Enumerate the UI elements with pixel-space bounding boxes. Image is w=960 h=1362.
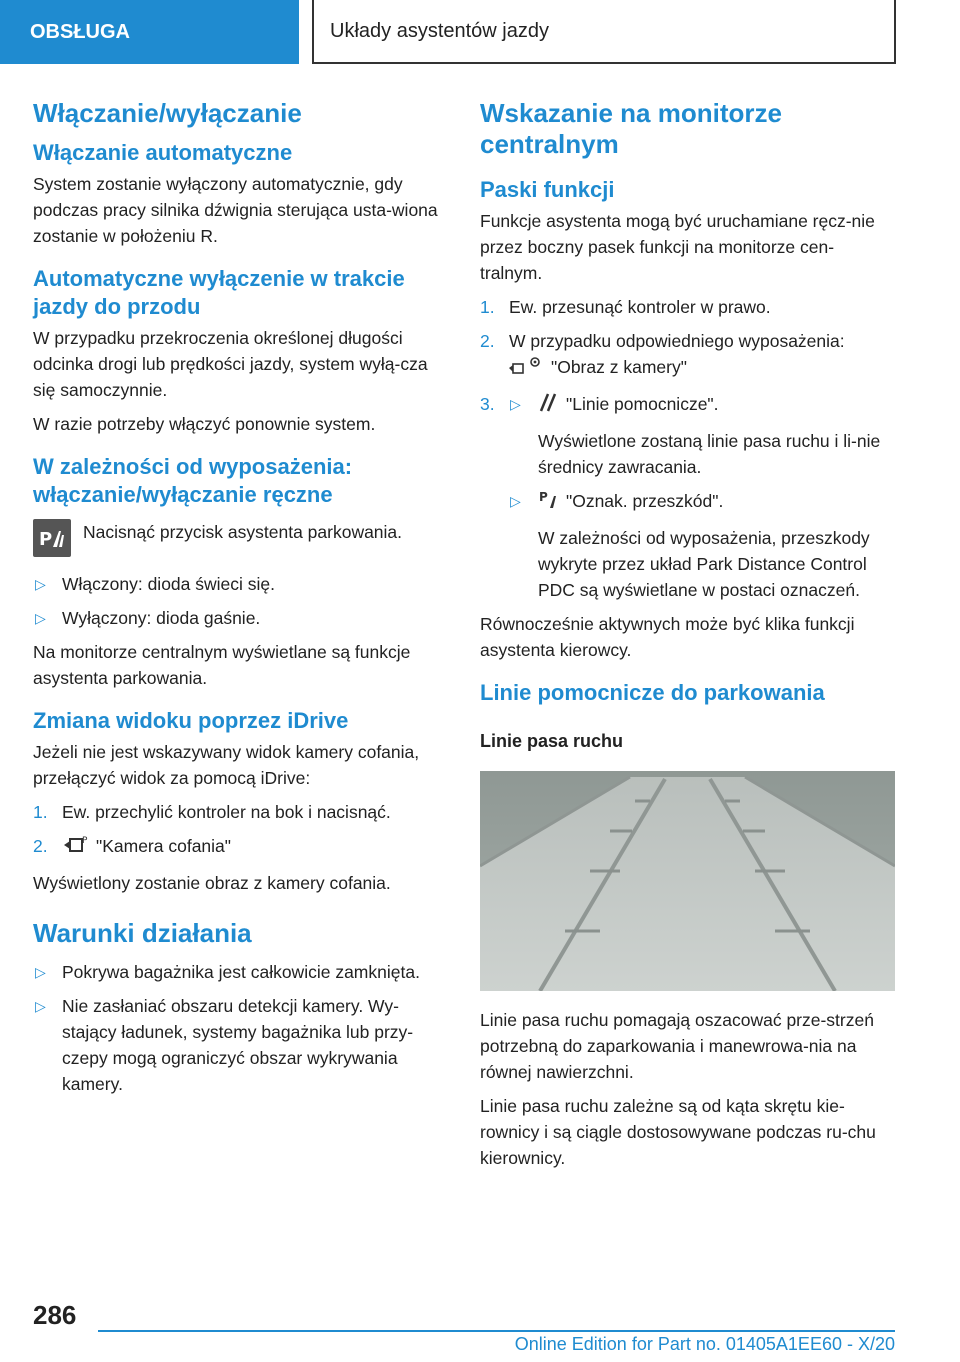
triangle-bullet-icon: ▷ [35, 998, 46, 1014]
text-auto-off-1: W przypadku przekroczenia określonej długości odcinka drogi lub prędkości jazdy, system wyłą-cza się samoczynnie. [33, 328, 428, 400]
heading-on-off: Włączanie/wyłączanie [33, 98, 302, 128]
section-tab: OBSŁUGA [0, 0, 299, 64]
heading-manual: W zależności od wyposażenia: włączanie/wyłączanie ręczne [33, 454, 353, 507]
condition-text: Nie zasłaniać obszaru detekcji kamery. Wy-stający ładunek, systemy bagażnika lub przy-czepy mogą ograniczyć obszar wykrywania kamery. [62, 996, 414, 1094]
triangle-bullet-icon: ▷ [35, 610, 46, 626]
page-header [0, 0, 960, 66]
list-item [480, 391, 895, 420]
step-text: W przypadku odpowiedniego wyposażenia: [509, 331, 845, 351]
step-number: 1. [480, 297, 495, 317]
triangle-bullet-icon: ▷ [35, 964, 46, 980]
condition-text: Pokrywa bagażnika jest całkowicie zamknięta. [62, 962, 420, 982]
triangle-bullet-icon: ▷ [510, 493, 521, 509]
step-number: 3. [480, 394, 495, 414]
idrive-steps [33, 799, 448, 862]
heading-auto-off: Automatyczne wyłączenie w trakcie jazdy do przodu [33, 266, 405, 319]
heading-auto-on: Włączanie automatyczne [33, 140, 293, 165]
triangle-bullet-icon: ▷ [35, 576, 46, 592]
step-text: "Oznak. przeszkód". [566, 491, 724, 512]
list-item [33, 605, 448, 631]
led-state-list [33, 571, 448, 631]
list-item [33, 833, 448, 862]
text-rear-view: Wyświetlony zostanie obraz z kamery cofania. [33, 873, 391, 893]
step-text: Ew. przesunąć kontroler w prawo. [509, 297, 771, 317]
left-column [33, 98, 448, 1105]
text-auto-on: System zostanie wyłączony automatycznie, gdy podczas pracy silnika dźwignia sterująca usta-wiona zostanie w położeniu R. [33, 174, 438, 246]
step3-line [509, 394, 719, 414]
list-item [33, 993, 448, 1097]
step-sub-text: "Obraz z kamery" [551, 357, 687, 378]
heading-parking-lines: Linie pomocnicze do parkowania [480, 680, 825, 705]
step-number: 2. [33, 836, 48, 856]
footer-edition: Online Edition for Part no. 01405A1EE60 - X/20 [514, 1334, 895, 1354]
conditions-list [33, 959, 448, 1097]
function-bar-steps [480, 294, 895, 420]
step-text: "Linie pomocnicze". [566, 394, 719, 415]
text-simultaneous: Równocześnie aktywnych może być klika funkcji asystenta kierowcy. [480, 614, 855, 660]
list-item [33, 571, 448, 597]
list-item [480, 488, 895, 517]
park-button-row [33, 519, 448, 557]
svg-text:P: P [539, 490, 548, 504]
right-column [480, 98, 895, 1179]
heading-idrive: Zmiana widoku poprzez iDrive [33, 708, 349, 733]
text-function-bars: Funkcje asystenta mogą być uruchamiane ręcz-nie przez boczny pasek funkcji na monitorze cen-tralnym. [480, 211, 875, 283]
step-number: 1. [33, 802, 48, 822]
guide-lines-icon [538, 391, 560, 420]
reverse-camera-icon [62, 833, 90, 862]
bullet-on-text: Włączony: dioda świeci się. [62, 574, 275, 594]
triangle-bullet-icon: ▷ [510, 396, 521, 412]
text-lane-1: Linie pasa ruchu pomagają oszacować prze-strzeń potrzebną do zaparkowania i manewrowa-nia na równej nawierzchni. [480, 1010, 874, 1082]
lane-lines-camera-image [480, 771, 895, 991]
list-item [33, 959, 448, 985]
heading-function-bars: Paski funkcji [480, 177, 615, 202]
text-obstacle-desc: W zależności od wyposażenia, przeszkody wykryte przez układ Park Distance Control PDC są wyświetlane w postaci oznaczeń. [538, 528, 870, 600]
svg-text:P: P [82, 836, 88, 846]
footer-divider [98, 1330, 895, 1332]
park-assist-button-icon [33, 519, 71, 557]
page-number: 286 [33, 1300, 77, 1330]
bullet-off-text: Wyłączony: dioda gaśnie. [62, 608, 261, 628]
step-text: "Kamera cofania" [96, 836, 231, 857]
list-item [480, 294, 895, 320]
list-item [480, 328, 895, 383]
heading-conditions: Warunki działania [33, 918, 252, 948]
step-text: Ew. przechylić kontroler na bok i nacisnąć. [62, 802, 391, 822]
svg-text:P: P [39, 529, 53, 550]
step-number: 2. [480, 331, 495, 351]
heading-lane-lines: Linie pasa ruchu [480, 731, 624, 751]
text-press-button: Nacisnąć przycisk asystenta parkowania. [83, 522, 403, 542]
list-item [33, 799, 448, 825]
text-display: Na monitorze centralnym wyświetlane są funkcje asystenta parkowania. [33, 642, 411, 688]
text-idrive: Jeżeli nie jest wskazywany widok kamery cofania, przełączyć widok za pomocą iDrive: [33, 742, 420, 788]
heading-central-display: Wskazanie na monitorze centralnym [480, 98, 782, 159]
obstacle-marking-icon [538, 488, 560, 517]
camera-settings-icon [509, 354, 545, 383]
text-auto-off-2: W razie potrzeby włączyć ponownie system. [33, 414, 376, 434]
text-guide-lines-desc: Wyświetlone zostaną linie pasa ruchu i li-nie średnicy zawracania. [538, 431, 881, 477]
chapter-title: Układy asystentów jazdy [312, 0, 896, 64]
text-lane-2: Linie pasa ruchu zależne są od kąta skrętu kie-rownicy i są ciągle dostosowywane podczas ru-chu kierownicy. [480, 1096, 876, 1168]
